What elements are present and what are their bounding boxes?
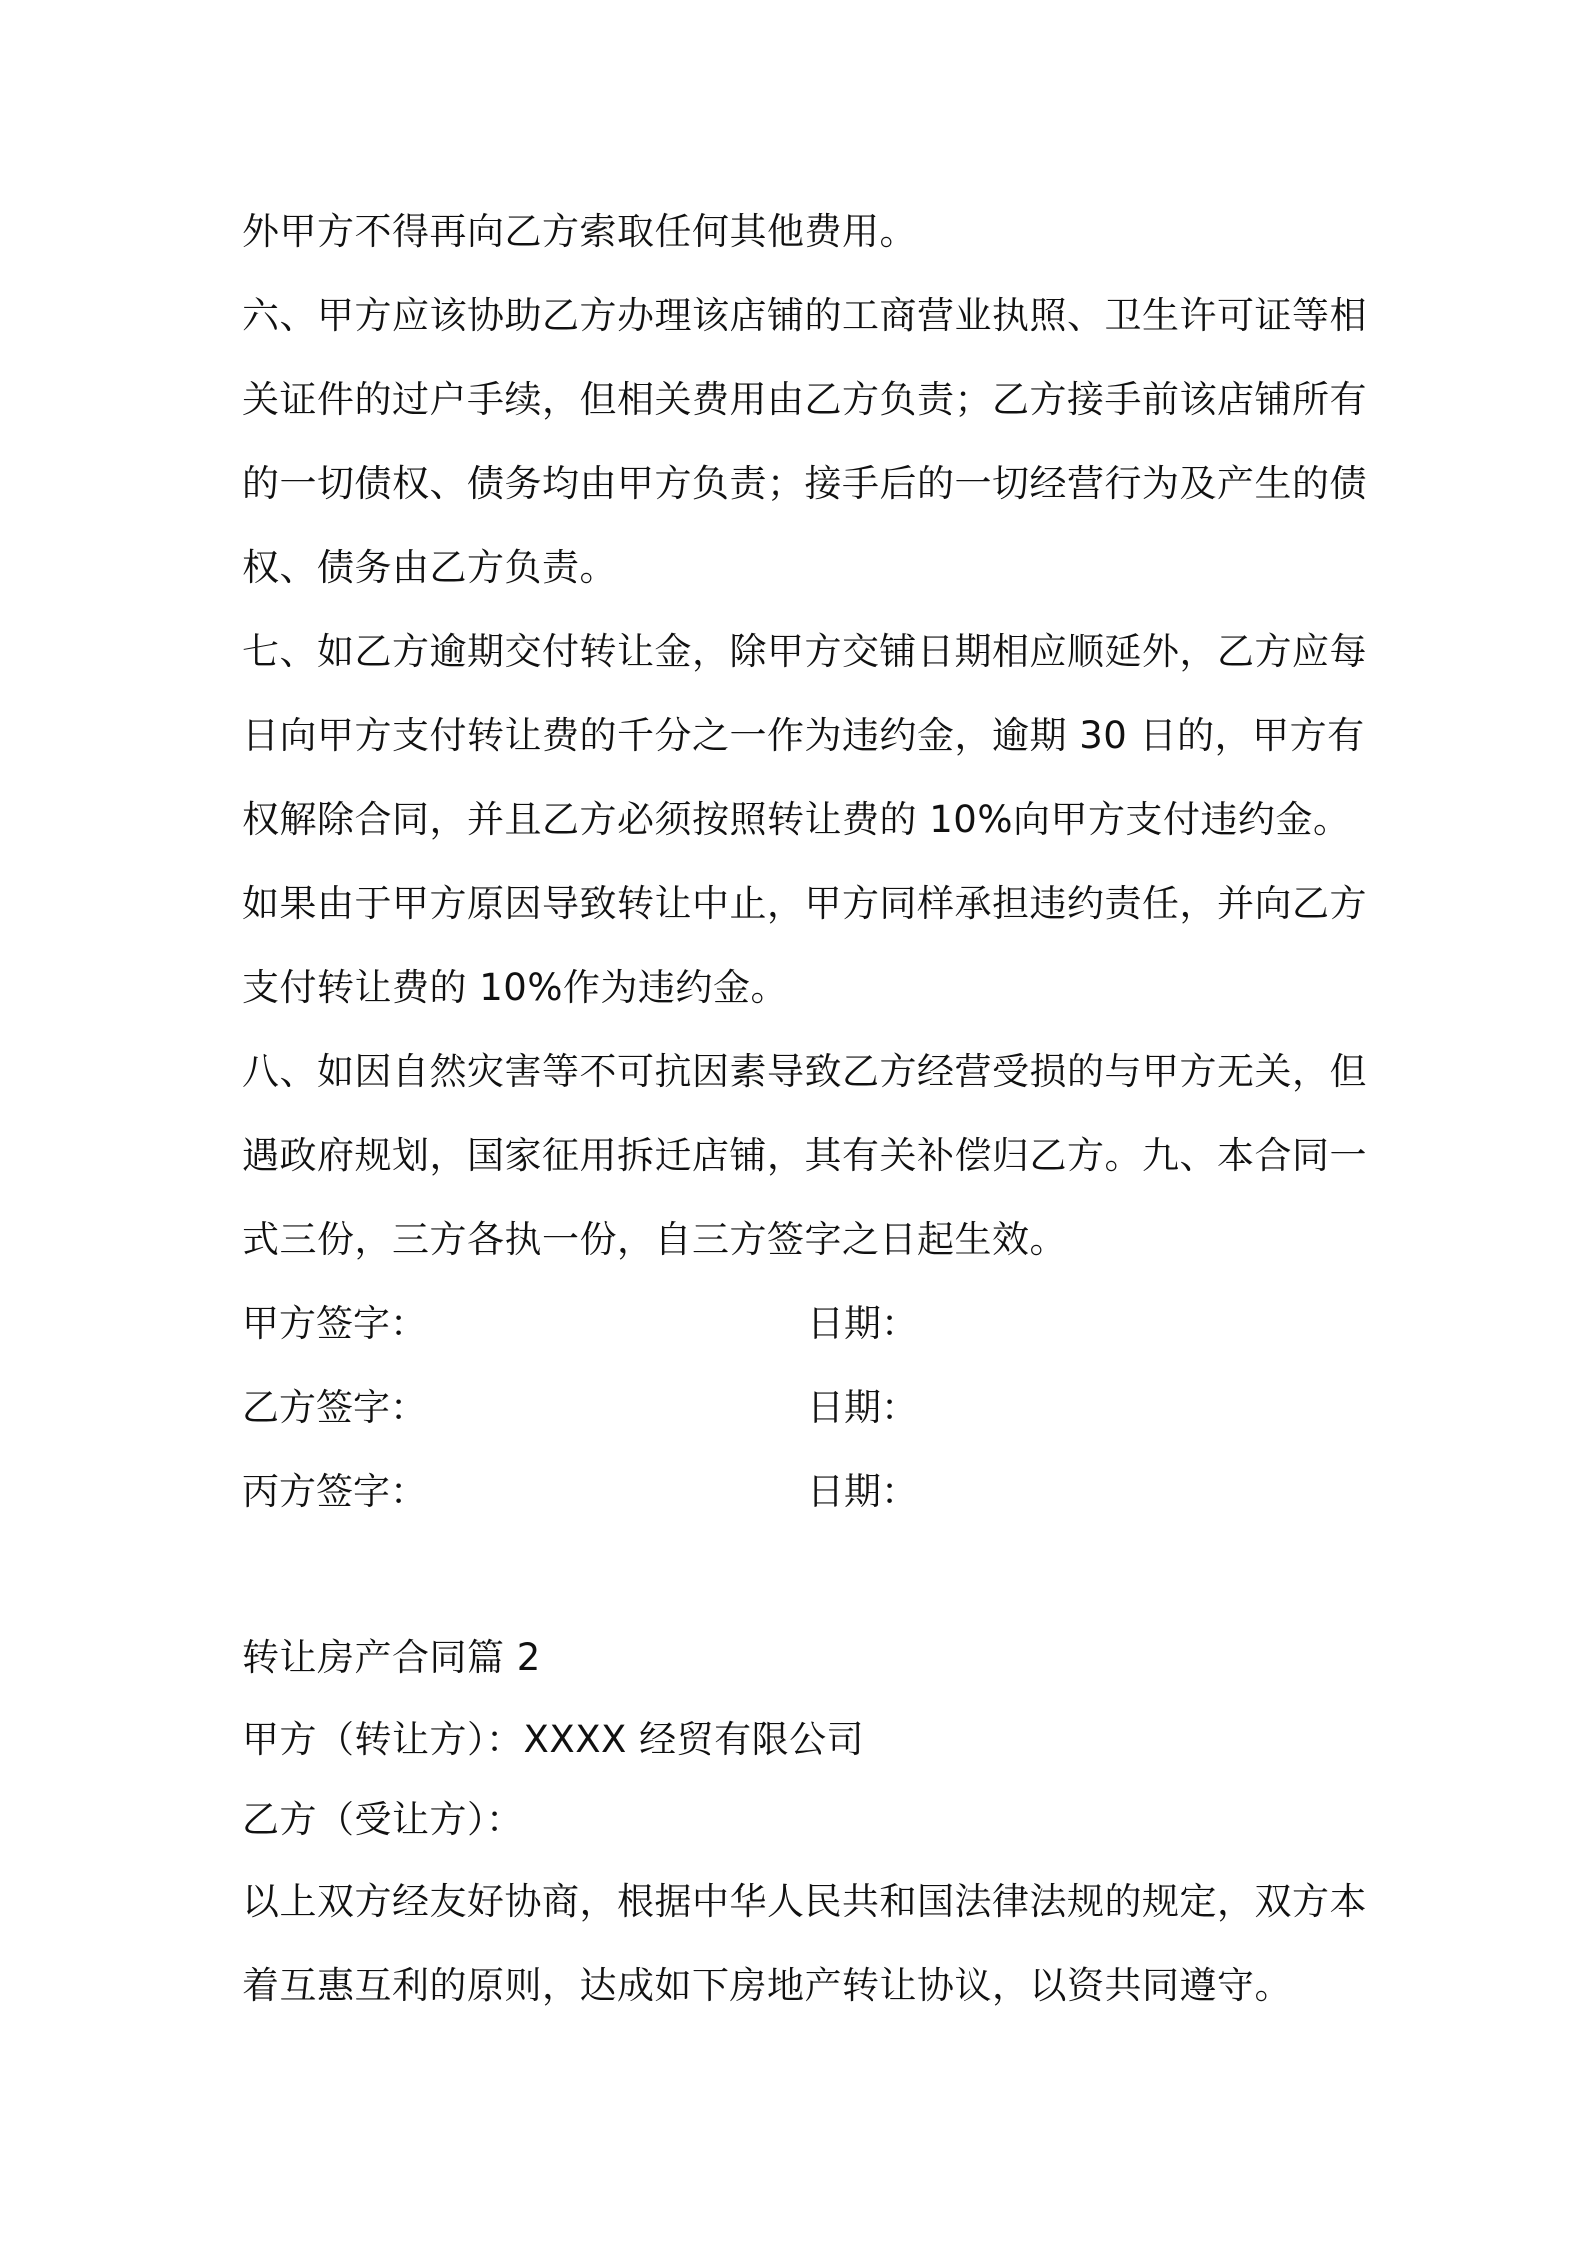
paragraph-line: 以上双方经友好协商，根据中华人民共和国法律法规的规定，双方本 <box>242 1880 1367 1923</box>
clause-seven <box>242 610 1367 1030</box>
signature-row-party-b <box>242 1366 1354 1450</box>
paragraph-line: 的一切债权、债务均由甲方负责；接手后的一切经营行为及产生的债 <box>242 462 1367 505</box>
paragraph-line: 外甲方不得再向乙方索取任何其他费用。 <box>242 210 917 253</box>
date-label: 日期： <box>807 1386 918 1429</box>
clause-six <box>242 274 1367 610</box>
paragraph-line: 六、甲方应该协助乙方办理该店铺的工商营业执照、卫生许可证等相 <box>242 294 1367 337</box>
date-label: 日期： <box>807 1302 918 1345</box>
paragraph-line: 关证件的过户手续，但相关费用由乙方负责；乙方接手前该店铺所有 <box>242 378 1367 421</box>
signature-row-party-a <box>242 1282 1354 1366</box>
paragraph-line: 日向甲方支付转让费的千分之一作为违约金，逾期 30 日的，甲方有 <box>242 714 1365 757</box>
paragraph-line: 遇政府规划，国家征用拆迁店铺，其有关补偿归乙方。九、本合同一 <box>242 1134 1367 1177</box>
signature-label: 丙方签字： <box>242 1470 427 1513</box>
paragraph-line: 式三份，三方各执一份，自三方签字之日起生效。 <box>242 1218 1067 1261</box>
paragraph-line: 着互惠互利的原则，达成如下房地产转让协议，以资共同遵守。 <box>242 1964 1292 2007</box>
section-two <box>242 1616 1367 2028</box>
paragraph-line: 权解除合同，并且乙方必须按照转让费的 10%向甲方支付违约金。 <box>242 798 1351 841</box>
date-label: 日期： <box>807 1470 918 1513</box>
party-a-line: 甲方（转让方）：XXXX 经贸有限公司 <box>242 1718 865 1761</box>
paragraph-line: 权、债务由乙方负责。 <box>242 546 617 589</box>
document-body <box>242 190 1367 2028</box>
paragraph-line: 支付转让费的 10%作为违约金。 <box>242 966 788 1009</box>
signature-label: 甲方签字： <box>242 1302 427 1345</box>
clause-eight <box>242 1030 1367 1282</box>
signature-row-party-c <box>242 1450 1354 1534</box>
paragraph-line: 七、如乙方逾期交付转让金，除甲方交铺日期相应顺延外，乙方应每 <box>242 630 1367 673</box>
paragraph-line: 如果由于甲方原因导致转让中止，甲方同样承担违约责任，并向乙方 <box>242 882 1367 925</box>
section-title: 转让房产合同篇 2 <box>242 1636 541 1679</box>
signature-block <box>242 1282 1354 1534</box>
signature-label: 乙方签字： <box>242 1386 427 1429</box>
party-b-line: 乙方（受让方）： <box>242 1798 524 1841</box>
paragraph-line: 八、如因自然灾害等不可抗因素导致乙方经营受损的与甲方无关，但 <box>242 1050 1367 1093</box>
section-spacer <box>242 1534 1354 1616</box>
